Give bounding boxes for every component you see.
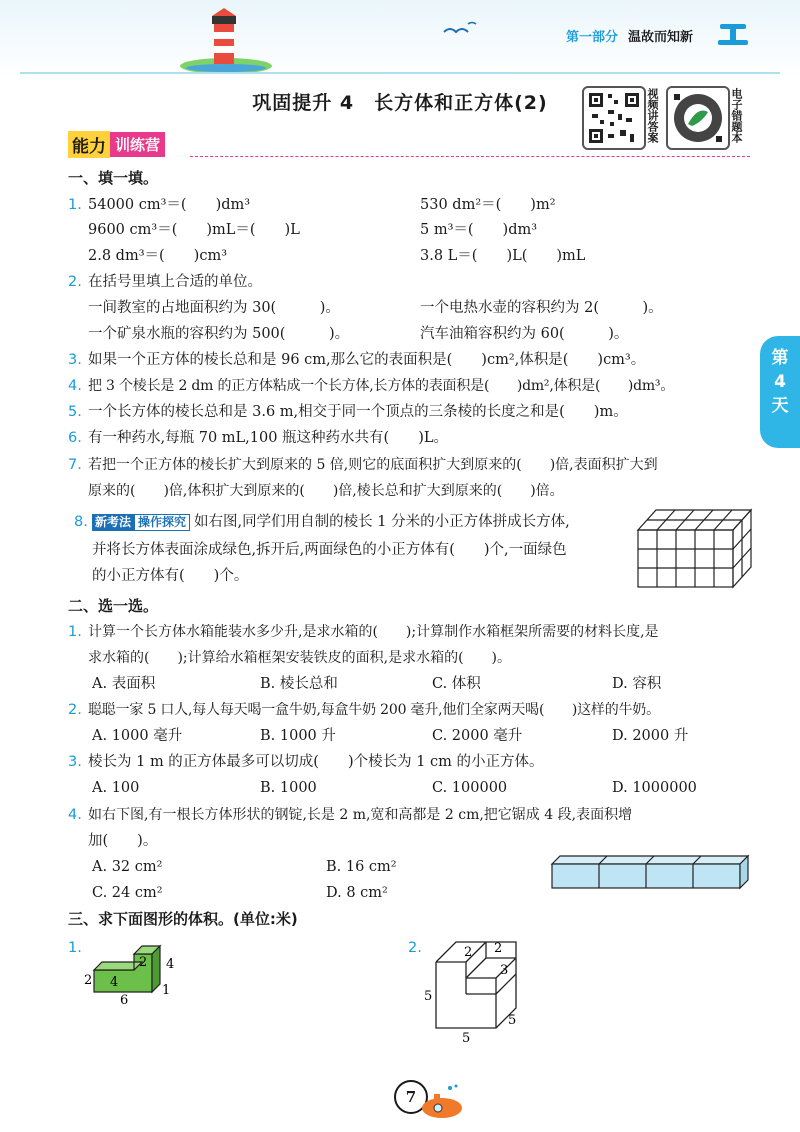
header-divider bbox=[20, 72, 780, 74]
qr-pattern-icon bbox=[668, 88, 728, 148]
s1-q8-line2: 并将长方体表面涂成绿色,拆开后,两面绿色的小正方体有( )个,一面绿色 bbox=[92, 542, 567, 558]
day-tab[interactable] bbox=[760, 336, 800, 448]
s2-q1-option[interactable]: B. 棱长总和 bbox=[260, 676, 338, 692]
s2-q2-option[interactable]: D. 2000 升 bbox=[612, 728, 689, 744]
s2-q1-line2: 求水箱的( );计算给水箱框架安装铁皮的面积,是求水箱的( )。 bbox=[88, 650, 512, 666]
s1-q1-item: 3.8 L＝( )L( )mL bbox=[420, 248, 586, 264]
section1-heading: 一、填一填。 bbox=[68, 169, 159, 187]
s1-q5-text: 一个长方体的棱长总和是 3.6 m,相交于同一个顶点的三条棱的长度之和是( )m。 bbox=[88, 404, 628, 420]
s1-q7-number: 7. bbox=[68, 457, 82, 473]
s2-q1-option[interactable]: D. 容积 bbox=[612, 676, 662, 692]
s1-q2-number: 2. bbox=[68, 274, 82, 290]
fig2-dim-label: 2 bbox=[464, 945, 473, 960]
part-logo-icon bbox=[716, 22, 750, 48]
s2-q1-option[interactable]: C. 体积 bbox=[432, 676, 481, 692]
s2-q3-number: 3. bbox=[68, 754, 82, 770]
fig1-dim-label: 4 bbox=[110, 975, 119, 990]
bird-icon bbox=[440, 18, 480, 42]
s2-q4-option[interactable]: B. 16 cm² bbox=[326, 859, 397, 875]
s1-q2-item: 一间教室的占地面积约为 30( )。 bbox=[88, 300, 340, 316]
s2-q2-option[interactable]: C. 2000 毫升 bbox=[432, 728, 523, 744]
section2-heading: 二、选一选。 bbox=[68, 597, 159, 615]
fig1-dim-label: 2 bbox=[139, 955, 148, 970]
s2-q2-option[interactable]: B. 1000 升 bbox=[260, 728, 336, 744]
fig1-dim-label: 6 bbox=[120, 993, 129, 1006]
s2-q2-option[interactable]: A. 1000 毫升 bbox=[92, 728, 183, 744]
s2-q3-option[interactable]: B. 1000 bbox=[260, 780, 317, 796]
s2-q1-number: 1. bbox=[68, 624, 82, 640]
s1-q5-number: 5. bbox=[68, 404, 82, 420]
part-number: 第一部分 bbox=[566, 30, 619, 45]
s1-q2-item: 一个电热水壶的容积约为 2( )。 bbox=[420, 300, 663, 316]
badge-ability: 能力 bbox=[68, 131, 110, 158]
s1-q2-item: 汽车油箱容积约为 60( )。 bbox=[420, 326, 629, 342]
badge-divider bbox=[190, 156, 750, 157]
s2-q3-option[interactable]: C. 100000 bbox=[432, 780, 508, 796]
steel-bar-figure bbox=[548, 852, 752, 892]
s1-q2-item: 一个矿泉水瓶的容积约为 500( )。 bbox=[88, 326, 350, 342]
day-tab-line3: 天 bbox=[771, 396, 789, 416]
day-tab-line2: 4 bbox=[774, 372, 786, 392]
s2-q3-option[interactable]: A. 100 bbox=[92, 780, 140, 796]
notched-cube-figure bbox=[420, 936, 530, 1046]
qr-code-video[interactable] bbox=[582, 86, 646, 150]
fig2-dim-label: 5 bbox=[508, 1013, 517, 1028]
s1-q1-item: 2.8 dm³＝( )cm³ bbox=[88, 248, 228, 264]
fig2-number: 2. bbox=[408, 940, 422, 956]
s2-q4-option[interactable]: A. 32 cm² bbox=[92, 859, 163, 875]
new-method-tag: 新考法 bbox=[92, 514, 134, 531]
s2-q1-option[interactable]: A. 表面积 bbox=[92, 676, 156, 692]
fig2-dim-label: 2 bbox=[494, 941, 503, 956]
s2-q4-line1: 如右下图,有一根长方体形状的钢锭,长是 2 m,宽和高都是 2 cm,把它锯成 4 段,表面积增 bbox=[88, 807, 633, 823]
page-title: 巩固提升 4 长方体和正方体(2) bbox=[252, 92, 548, 114]
s1-q1-number: 1. bbox=[68, 197, 82, 213]
page-number: 7 bbox=[394, 1080, 428, 1114]
day-tab-line1: 第 bbox=[771, 348, 789, 368]
operation-tag: 操作探究 bbox=[134, 514, 190, 531]
qr-label-video: 视频讲答案 bbox=[646, 88, 659, 143]
lighthouse-illustration bbox=[176, 8, 276, 74]
fig2-dim-label: 5 bbox=[462, 1031, 471, 1046]
s1-q6-number: 6. bbox=[68, 430, 82, 446]
s1-q6-text: 有一种药水,每瓶 70 mL,100 瓶这种药水共有( )L。 bbox=[88, 430, 448, 446]
s2-q4-line2: 加( )。 bbox=[88, 833, 158, 849]
s2-q4-option[interactable]: C. 24 cm² bbox=[92, 885, 163, 901]
part-title: 温故而知新 bbox=[628, 30, 694, 45]
s1-q8-line1-wrap bbox=[92, 512, 570, 532]
l-shape-solid-figure bbox=[80, 940, 190, 1006]
s1-q2-stem: 在括号里填上合适的单位。 bbox=[88, 274, 262, 290]
section3-heading: 三、求下面图形的体积。(单位:米) bbox=[68, 910, 298, 928]
s1-q8-line3: 的小正方体有( )个。 bbox=[92, 568, 249, 584]
section-badge bbox=[68, 131, 165, 157]
fig1-dim-label: 4 bbox=[166, 957, 175, 972]
submarine-icon bbox=[414, 1082, 470, 1122]
s1-q1-item: 5 m³＝( )dm³ bbox=[420, 222, 538, 238]
header-part bbox=[566, 26, 693, 45]
fig2-dim-label: 5 bbox=[424, 989, 433, 1004]
s1-q1-item: 530 dm²＝( )m² bbox=[420, 197, 556, 213]
qr-pattern-icon bbox=[584, 88, 644, 148]
s1-q1-item: 54000 cm³＝( )dm³ bbox=[88, 197, 251, 213]
qr-label-mistakes: 电子错题本 bbox=[730, 88, 743, 143]
fig1-number: 1. bbox=[68, 940, 82, 956]
fig1-dim-label: 2 bbox=[84, 973, 93, 988]
s1-q8-line1: 如右图,同学们用自制的棱长 1 分米的小正方体拼成长方体, bbox=[194, 514, 570, 530]
badge-camp: 训练营 bbox=[110, 132, 165, 157]
s2-q3-text: 棱长为 1 m 的正方体最多可以切成( )个棱长为 1 cm 的小正方体。 bbox=[88, 754, 544, 770]
qr-code-mistakes[interactable] bbox=[666, 86, 730, 150]
s1-q3-number: 3. bbox=[68, 352, 82, 368]
s1-q4-number: 4. bbox=[68, 378, 82, 394]
s1-q8-number: 8. bbox=[74, 514, 88, 530]
cuboid-grid-figure bbox=[636, 506, 754, 590]
s2-q2-text: 聪聪一家 5 口人,每人每天喝一盒牛奶,每盒牛奶 200 毫升,他们全家两天喝( )这样的牛奶。 bbox=[88, 702, 660, 718]
s1-q7-line1: 若把一个正方体的棱长扩大到原来的 5 倍,则它的底面积扩大到原来的( )倍,表面积扩大到 bbox=[88, 457, 658, 473]
s1-q1-item: 9600 cm³＝( )mL＝( )L bbox=[88, 222, 300, 238]
s2-q3-option[interactable]: D. 1000000 bbox=[612, 780, 697, 796]
s2-q4-number: 4. bbox=[68, 807, 82, 823]
fig1-dim-label: 1 bbox=[162, 983, 171, 998]
s2-q1-line1: 计算一个长方体水箱能装水多少升,是求水箱的( );计算制作水箱框架所需要的材料长度,是 bbox=[88, 624, 659, 640]
s1-q7-line2: 原来的( )倍,体积扩大到原来的( )倍,棱长总和扩大到原来的( )倍。 bbox=[88, 483, 564, 499]
s1-q3-text: 如果一个正方体的棱长总和是 96 cm,那么它的表面积是( )cm²,体积是( )cm³。 bbox=[88, 352, 646, 368]
s1-q4-text: 把 3 个棱长是 2 dm 的正方体粘成一个长方体,长方体的表面积是( )dm²,体积是( )dm³。 bbox=[88, 378, 675, 394]
s2-q2-number: 2. bbox=[68, 702, 82, 718]
fig2-dim-label: 3 bbox=[500, 963, 509, 978]
s2-q4-option[interactable]: D. 8 cm² bbox=[326, 885, 388, 901]
